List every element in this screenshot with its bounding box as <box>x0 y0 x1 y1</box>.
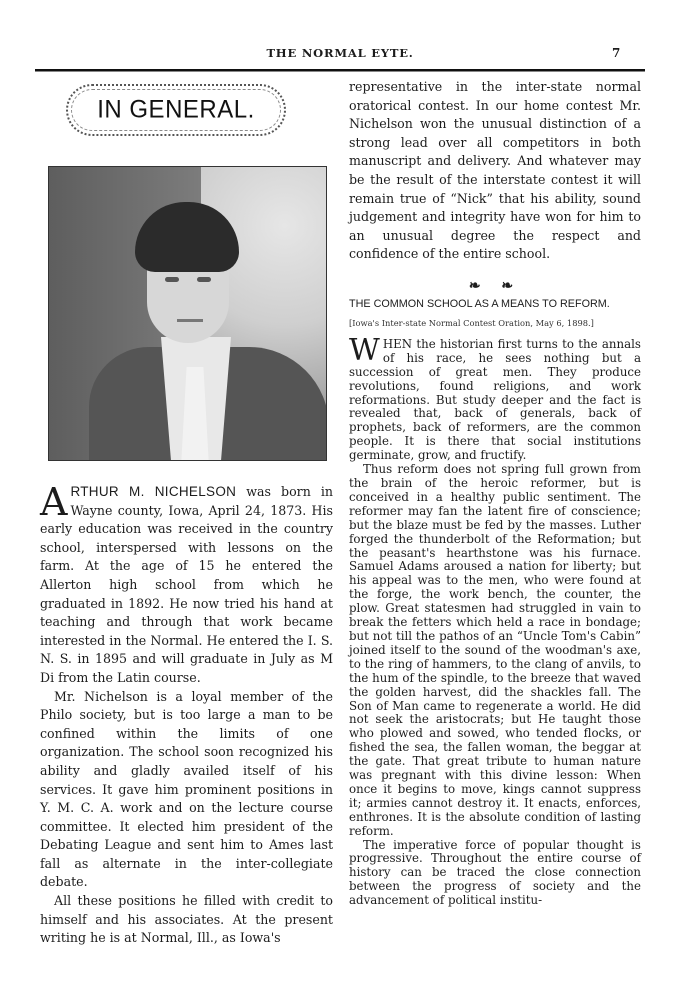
portrait-photo <box>48 166 327 461</box>
photo-eye <box>165 277 179 282</box>
ornament-divider: ❧ ❧ <box>468 277 522 294</box>
article-title: THE COMMON SCHOOL AS A MEANS TO REFORM. <box>349 297 610 310</box>
running-title: THE NORMAL EYTE. <box>266 46 414 60</box>
article-paragraph: Thus reform does not spring full grown from the brain of the heroic reformer, but is conceived in a healthy public sentiment. The reformer may fan the latent fire of conscience; but the blaze must be fed by the masses. Luther forged the thunderbolt of the Reformation; but the peasant's hearthstone was his furnace. Samuel Adams aroused a nation for liberty; but his appeal was to the men, who were found at the forge, the work bench, the counter, the plow. Great statesmen had struggled in vain to break the fetters which held a race in bondage; but not till the pathos of an “Uncle Tom's Cabin” joined itself to the sound of the woodman's axe, to the ring of hammers, to the clang of anvils, to the hum of the spindle, to the breeze that waved the golden harvest, did the shackles fall. The Son of Man came to regenerate a world. He did not seek the aristocrats; but He taught those who plowed and sowed, who tended flocks, or fished the sea, the fallen woman, the beggar at the gate. That great tribute to human nature was pregnant with this divine lesson: When once it begins to move, kings cannot suppress it; armies cannot destroy it. It enacts, enforces, enthrones. It is the absolute condition of lasting reform. <box>349 462 641 838</box>
section-banner <box>66 84 286 136</box>
profile-text <box>40 480 333 948</box>
dropcap: W <box>349 332 380 368</box>
dropcap: A <box>40 480 68 524</box>
page-number: 7 <box>612 46 621 60</box>
photo-eye <box>197 277 211 282</box>
profile-paragraph: All these positions he filled with credit to himself and his associates. At the present writing he is at Normal, Ill., as Iowa's <box>40 893 333 946</box>
running-head <box>0 46 680 64</box>
article-subtitle: [Iowa's Inter-state Normal Contest Oration, May 6, 1898.] <box>349 317 594 328</box>
article-paragraph: The imperative force of popular thought is progressive. Throughout the entire course of history can be traced the close connection between the progress of society and the advancement of political institu- <box>349 837 641 908</box>
profile-paragraph-continued: representative in the inter-state normal oratorical contest. In our home contest Mr. Nichelson won the unusual distinction of a strong lead over all competitors in both manuscript and delivery. And whatever may be the result of the interstate contest it will remain true of “Nick” that his ability, sound judgement and integrity have won for him to an unusual degree the respect and confidence of the entire school. <box>349 79 641 262</box>
profile-paragraph: Mr. Nichelson is a loyal member of the Philo society, but is too large a man to be confined within the limits of one organization. The school soon recognized his ability and gladly availed itself of his services. It gave him prominent positions in Y. M. C. A. work and on the lecture course committee. It elected him president of the Debating League and sent him to Ames last fall as alternate in the inter-collegiate debate. <box>40 688 333 890</box>
header-rule <box>35 69 645 72</box>
photo-mouth <box>177 319 203 322</box>
profile-paragraph <box>40 480 333 688</box>
right-column <box>349 78 641 908</box>
profile-name: RTHUR M. NICHELSON <box>70 484 237 499</box>
article-paragraph <box>349 332 641 463</box>
article-paragraph-text: HEN the historian first turns to the annals of his race, he sees nothing but a succession of great men. They produce revolutions, found religions, and work reformations. But study deeper and the fact is revealed that, back of generals, back of prophets, back of reformers, are the common people. It is there that social institutions germinate, grow, and fructify. <box>349 336 641 463</box>
profile-paragraph-text: was born in Wayne county, Iowa, April 24, 1873. His early education was received in the country school, interspersed with lessons on the farm. At the age of 15 he entered the Allerton high school from which he graduated in 1892. He now tried his hand at teaching and through that work became interested in the Normal. He entered the I. S. N. S. in 1895 and will graduate in July as M Di from the Latin course. <box>40 484 333 685</box>
article-body <box>349 332 641 908</box>
left-column <box>40 78 333 948</box>
section-title: IN GENERAL. <box>97 95 255 124</box>
